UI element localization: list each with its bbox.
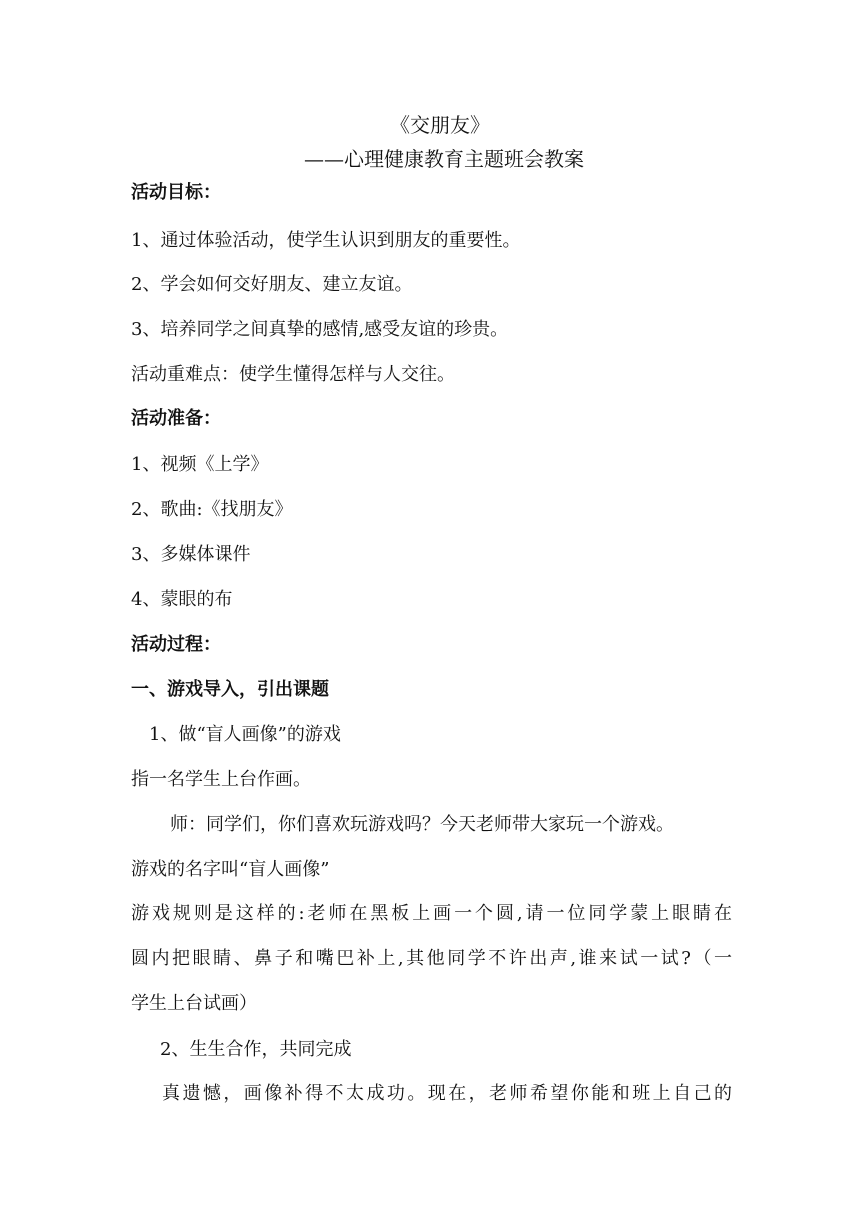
paragraph-line: 师：同学们，你们喜欢玩游戏吗？今天老师带大家玩一个游戏。 — [170, 814, 674, 835]
paragraph-line: 圆内把眼睛、鼻子和嘴巴补上,其他同学不许出声,谁来试一试?（一 — [131, 948, 732, 969]
process-step: 1、做“盲人画像”的游戏 — [149, 724, 341, 745]
paragraph-line: 真遗憾，画像补得不太成功。现在，老师希望你能和班上自己的 — [162, 1083, 732, 1104]
paragraph-line: 指一名学生上台作画。 — [131, 769, 311, 790]
preparation-item: 2、歌曲:《找朋友》 — [131, 499, 293, 520]
section-heading-process: 活动过程： — [131, 634, 221, 655]
section-heading-goals: 活动目标： — [131, 182, 221, 203]
goal-item: 1、通过体验活动，使学生认识到朋友的重要性。 — [131, 230, 521, 251]
goal-item: 2、学会如何交好朋友、建立友谊。 — [131, 274, 413, 295]
paragraph-line: 游戏规则是这样的:老师在黑板上画一个圆,请一位同学蒙上眼睛在 — [131, 903, 732, 924]
document-title: 《交朋友》 — [390, 113, 490, 137]
key-point-text: 活动重难点：使学生懂得怎样与人交往。 — [131, 364, 455, 385]
paragraph-line: 学生上台试画） — [131, 993, 257, 1014]
preparation-item: 4、蒙眼的布 — [131, 589, 233, 610]
process-section-heading: 一、游戏导入，引出课题 — [131, 679, 329, 700]
preparation-item: 1、视频《上学》 — [131, 454, 269, 475]
document-subtitle: ——心理健康教育主题班会教案 — [304, 147, 584, 171]
preparation-item: 3、多媒体课件 — [131, 544, 251, 565]
paragraph-line: 游戏的名字叫“盲人画像” — [131, 859, 330, 880]
goal-item: 3、培养同学之间真挚的感情,感受友谊的珍贵。 — [131, 319, 509, 340]
section-heading-preparation: 活动准备： — [131, 408, 221, 429]
process-step: 2、生生合作，共同完成 — [160, 1039, 352, 1060]
